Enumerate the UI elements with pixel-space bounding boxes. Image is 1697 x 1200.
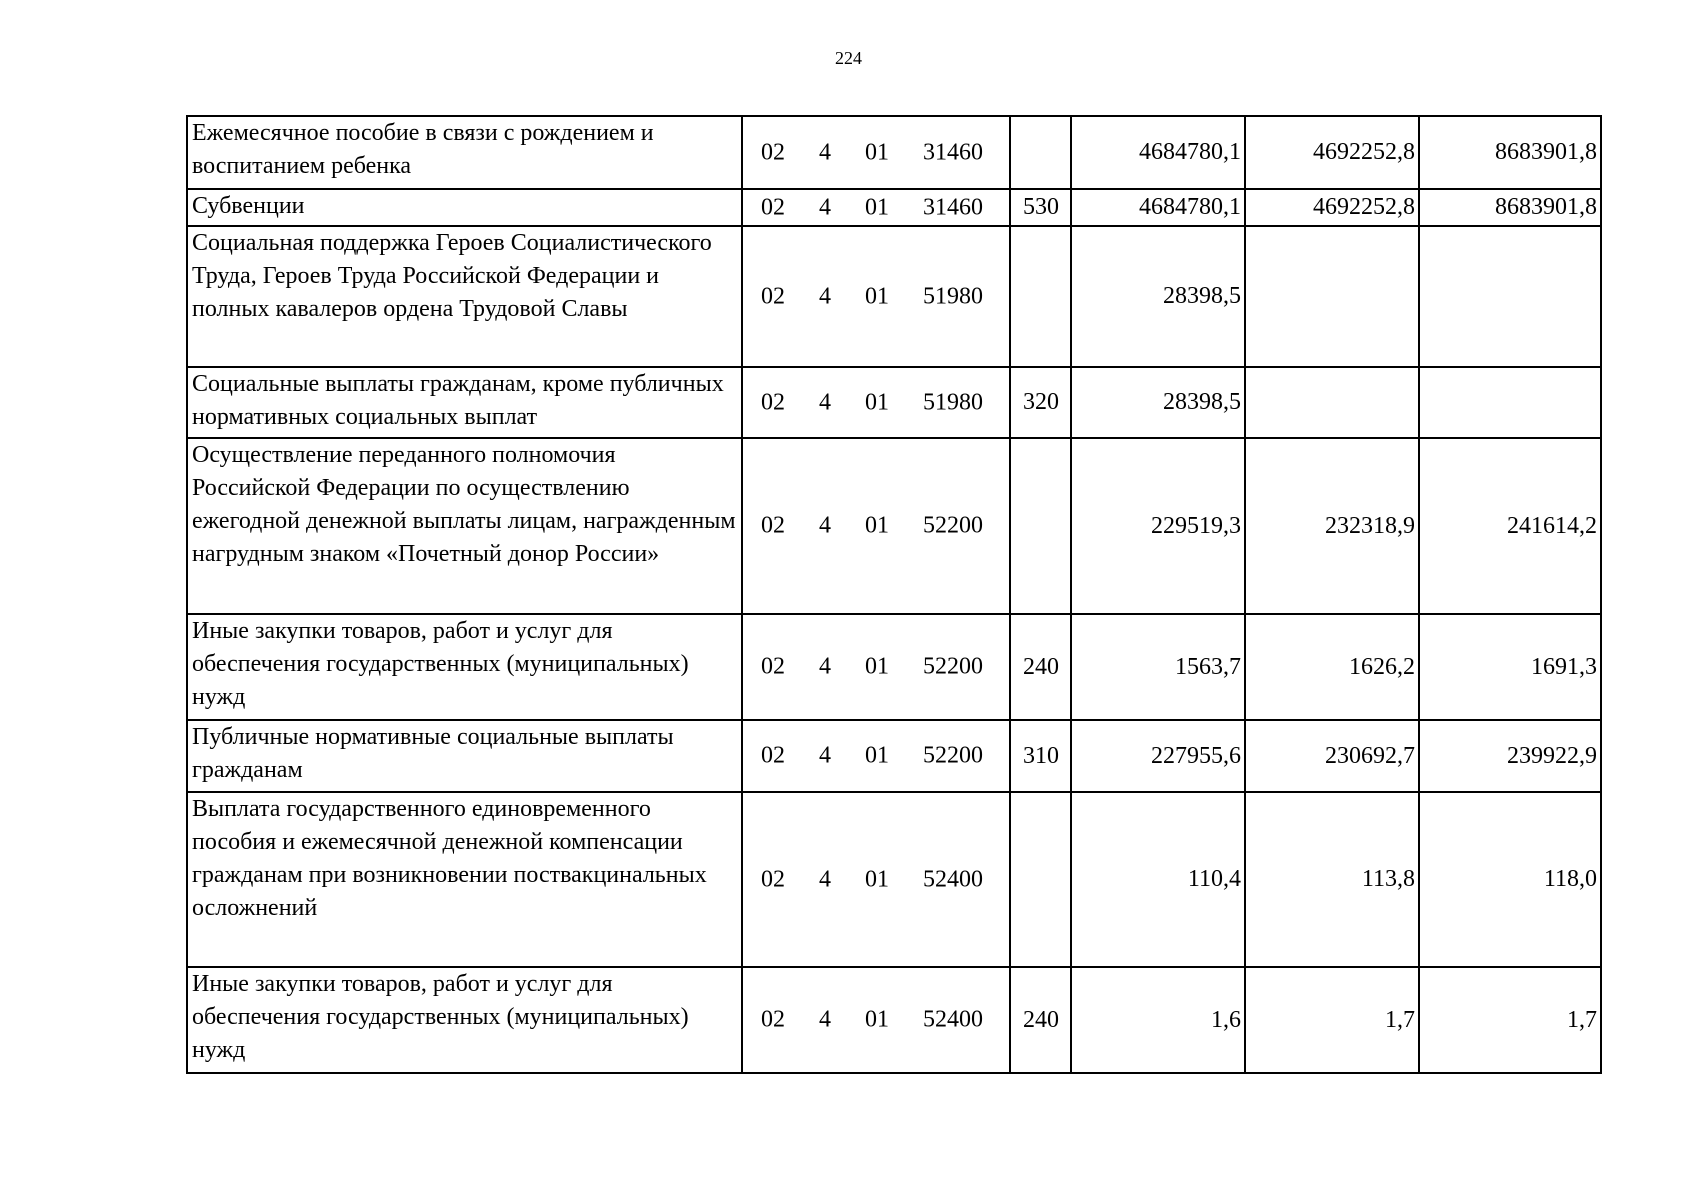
code-program: 02 xyxy=(761,742,785,769)
code-direction: 52400 xyxy=(923,1006,983,1033)
amount-year-1: 1,6 xyxy=(1071,967,1245,1073)
code-program: 02 xyxy=(761,283,785,309)
item-name: Иные закупки товаров, работ и услуг для обеспечения государственных (муниципальных) нужд xyxy=(187,967,742,1073)
code-subprogram: 4 xyxy=(819,512,831,539)
classification-codes xyxy=(742,367,1010,438)
amount-year-1: 4684780,1 xyxy=(1071,116,1245,189)
code-main-activity: 01 xyxy=(865,653,889,680)
code-direction: 52400 xyxy=(923,866,983,892)
code-main-activity: 01 xyxy=(865,139,889,165)
classification-codes xyxy=(742,792,1010,967)
page-number: 224 xyxy=(835,48,862,68)
expense-type xyxy=(1010,116,1071,189)
expense-type: 240 xyxy=(1010,614,1071,720)
code-program: 02 xyxy=(761,866,785,892)
code-program: 02 xyxy=(761,653,785,680)
amount-year-1: 28398,5 xyxy=(1071,367,1245,438)
table-row xyxy=(187,226,1601,367)
amount-year-3 xyxy=(1419,226,1601,367)
expense-type xyxy=(1010,792,1071,967)
amount-year-3: 1691,3 xyxy=(1419,614,1601,720)
code-direction: 31460 xyxy=(923,139,983,165)
amount-year-2: 1626,2 xyxy=(1245,614,1419,720)
code-direction: 52200 xyxy=(923,742,983,769)
code-main-activity: 01 xyxy=(865,194,889,220)
table-row xyxy=(187,438,1601,614)
code-program: 02 xyxy=(761,1006,785,1033)
code-main-activity: 01 xyxy=(865,1006,889,1033)
item-name: Ежемесячное пособие в связи с рождением и воспитанием ребенка xyxy=(187,116,742,189)
code-main-activity: 01 xyxy=(865,512,889,539)
amount-year-3: 241614,2 xyxy=(1419,438,1601,614)
amount-year-2: 4692252,8 xyxy=(1245,116,1419,189)
item-name: Социальная поддержка Героев Социалистического Труда, Героев Труда Российской Федерации и полных кавалеров ордена Трудовой Славы xyxy=(187,226,742,367)
table-row xyxy=(187,189,1601,226)
amount-year-2: 230692,7 xyxy=(1245,720,1419,792)
amount-year-3: 1,7 xyxy=(1419,967,1601,1073)
item-name: Иные закупки товаров, работ и услуг для обеспечения государственных (муниципальных) нужд xyxy=(187,614,742,720)
code-main-activity: 01 xyxy=(865,283,889,309)
amount-year-3: 239922,9 xyxy=(1419,720,1601,792)
table-row xyxy=(187,367,1601,438)
code-subprogram: 4 xyxy=(819,742,831,769)
amount-year-1: 110,4 xyxy=(1071,792,1245,967)
amount-year-3: 118,0 xyxy=(1419,792,1601,967)
amount-year-1: 28398,5 xyxy=(1071,226,1245,367)
table-row xyxy=(187,614,1601,720)
classification-codes xyxy=(742,967,1010,1073)
item-name: Субвенции xyxy=(187,189,742,226)
item-name: Выплата государственного единовременного пособия и ежемесячной денежной компенсации гражданам при возникновении поствакцинальных осложнений xyxy=(187,792,742,967)
code-subprogram: 4 xyxy=(819,283,831,309)
table-row xyxy=(187,792,1601,967)
amount-year-1: 227955,6 xyxy=(1071,720,1245,792)
amount-year-2: 113,8 xyxy=(1245,792,1419,967)
amount-year-2: 232318,9 xyxy=(1245,438,1419,614)
item-name: Публичные нормативные социальные выплаты гражданам xyxy=(187,720,742,792)
amount-year-3: 8683901,8 xyxy=(1419,116,1601,189)
classification-codes xyxy=(742,614,1010,720)
amount-year-1: 4684780,1 xyxy=(1071,189,1245,226)
table-row xyxy=(187,720,1601,792)
item-name: Осуществление переданного полномочия Российской Федерации по осуществлению ежегодной денежной выплаты лицам, награжденным нагрудным знаком «Почетный донор России» xyxy=(187,438,742,614)
expense-type: 320 xyxy=(1010,367,1071,438)
code-direction: 52200 xyxy=(923,512,983,539)
amount-year-2: 4692252,8 xyxy=(1245,189,1419,226)
budget-table xyxy=(186,115,1602,1074)
classification-codes xyxy=(742,189,1010,226)
classification-codes xyxy=(742,720,1010,792)
amount-year-2: 1,7 xyxy=(1245,967,1419,1073)
amount-year-2 xyxy=(1245,226,1419,367)
amount-year-1: 1563,7 xyxy=(1071,614,1245,720)
table-row xyxy=(187,967,1601,1073)
code-program: 02 xyxy=(761,194,785,220)
code-subprogram: 4 xyxy=(819,194,831,220)
code-main-activity: 01 xyxy=(865,389,889,415)
code-program: 02 xyxy=(761,389,785,415)
amount-year-3 xyxy=(1419,367,1601,438)
code-program: 02 xyxy=(761,139,785,165)
expense-type xyxy=(1010,438,1071,614)
amount-year-1: 229519,3 xyxy=(1071,438,1245,614)
classification-codes xyxy=(742,226,1010,367)
classification-codes xyxy=(742,438,1010,614)
classification-codes xyxy=(742,116,1010,189)
amount-year-3: 8683901,8 xyxy=(1419,189,1601,226)
code-main-activity: 01 xyxy=(865,866,889,892)
expense-type: 310 xyxy=(1010,720,1071,792)
code-main-activity: 01 xyxy=(865,742,889,769)
code-subprogram: 4 xyxy=(819,866,831,892)
code-direction: 52200 xyxy=(923,653,983,680)
code-subprogram: 4 xyxy=(819,653,831,680)
expense-type: 530 xyxy=(1010,189,1071,226)
code-direction: 51980 xyxy=(923,283,983,309)
item-name: Социальные выплаты гражданам, кроме публичных нормативных социальных выплат xyxy=(187,367,742,438)
amount-year-2 xyxy=(1245,367,1419,438)
code-direction: 51980 xyxy=(923,389,983,415)
code-subprogram: 4 xyxy=(819,389,831,415)
code-subprogram: 4 xyxy=(819,139,831,165)
table-row xyxy=(187,116,1601,189)
code-subprogram: 4 xyxy=(819,1006,831,1033)
code-direction: 31460 xyxy=(923,194,983,220)
expense-type: 240 xyxy=(1010,967,1071,1073)
code-program: 02 xyxy=(761,512,785,539)
expense-type xyxy=(1010,226,1071,367)
